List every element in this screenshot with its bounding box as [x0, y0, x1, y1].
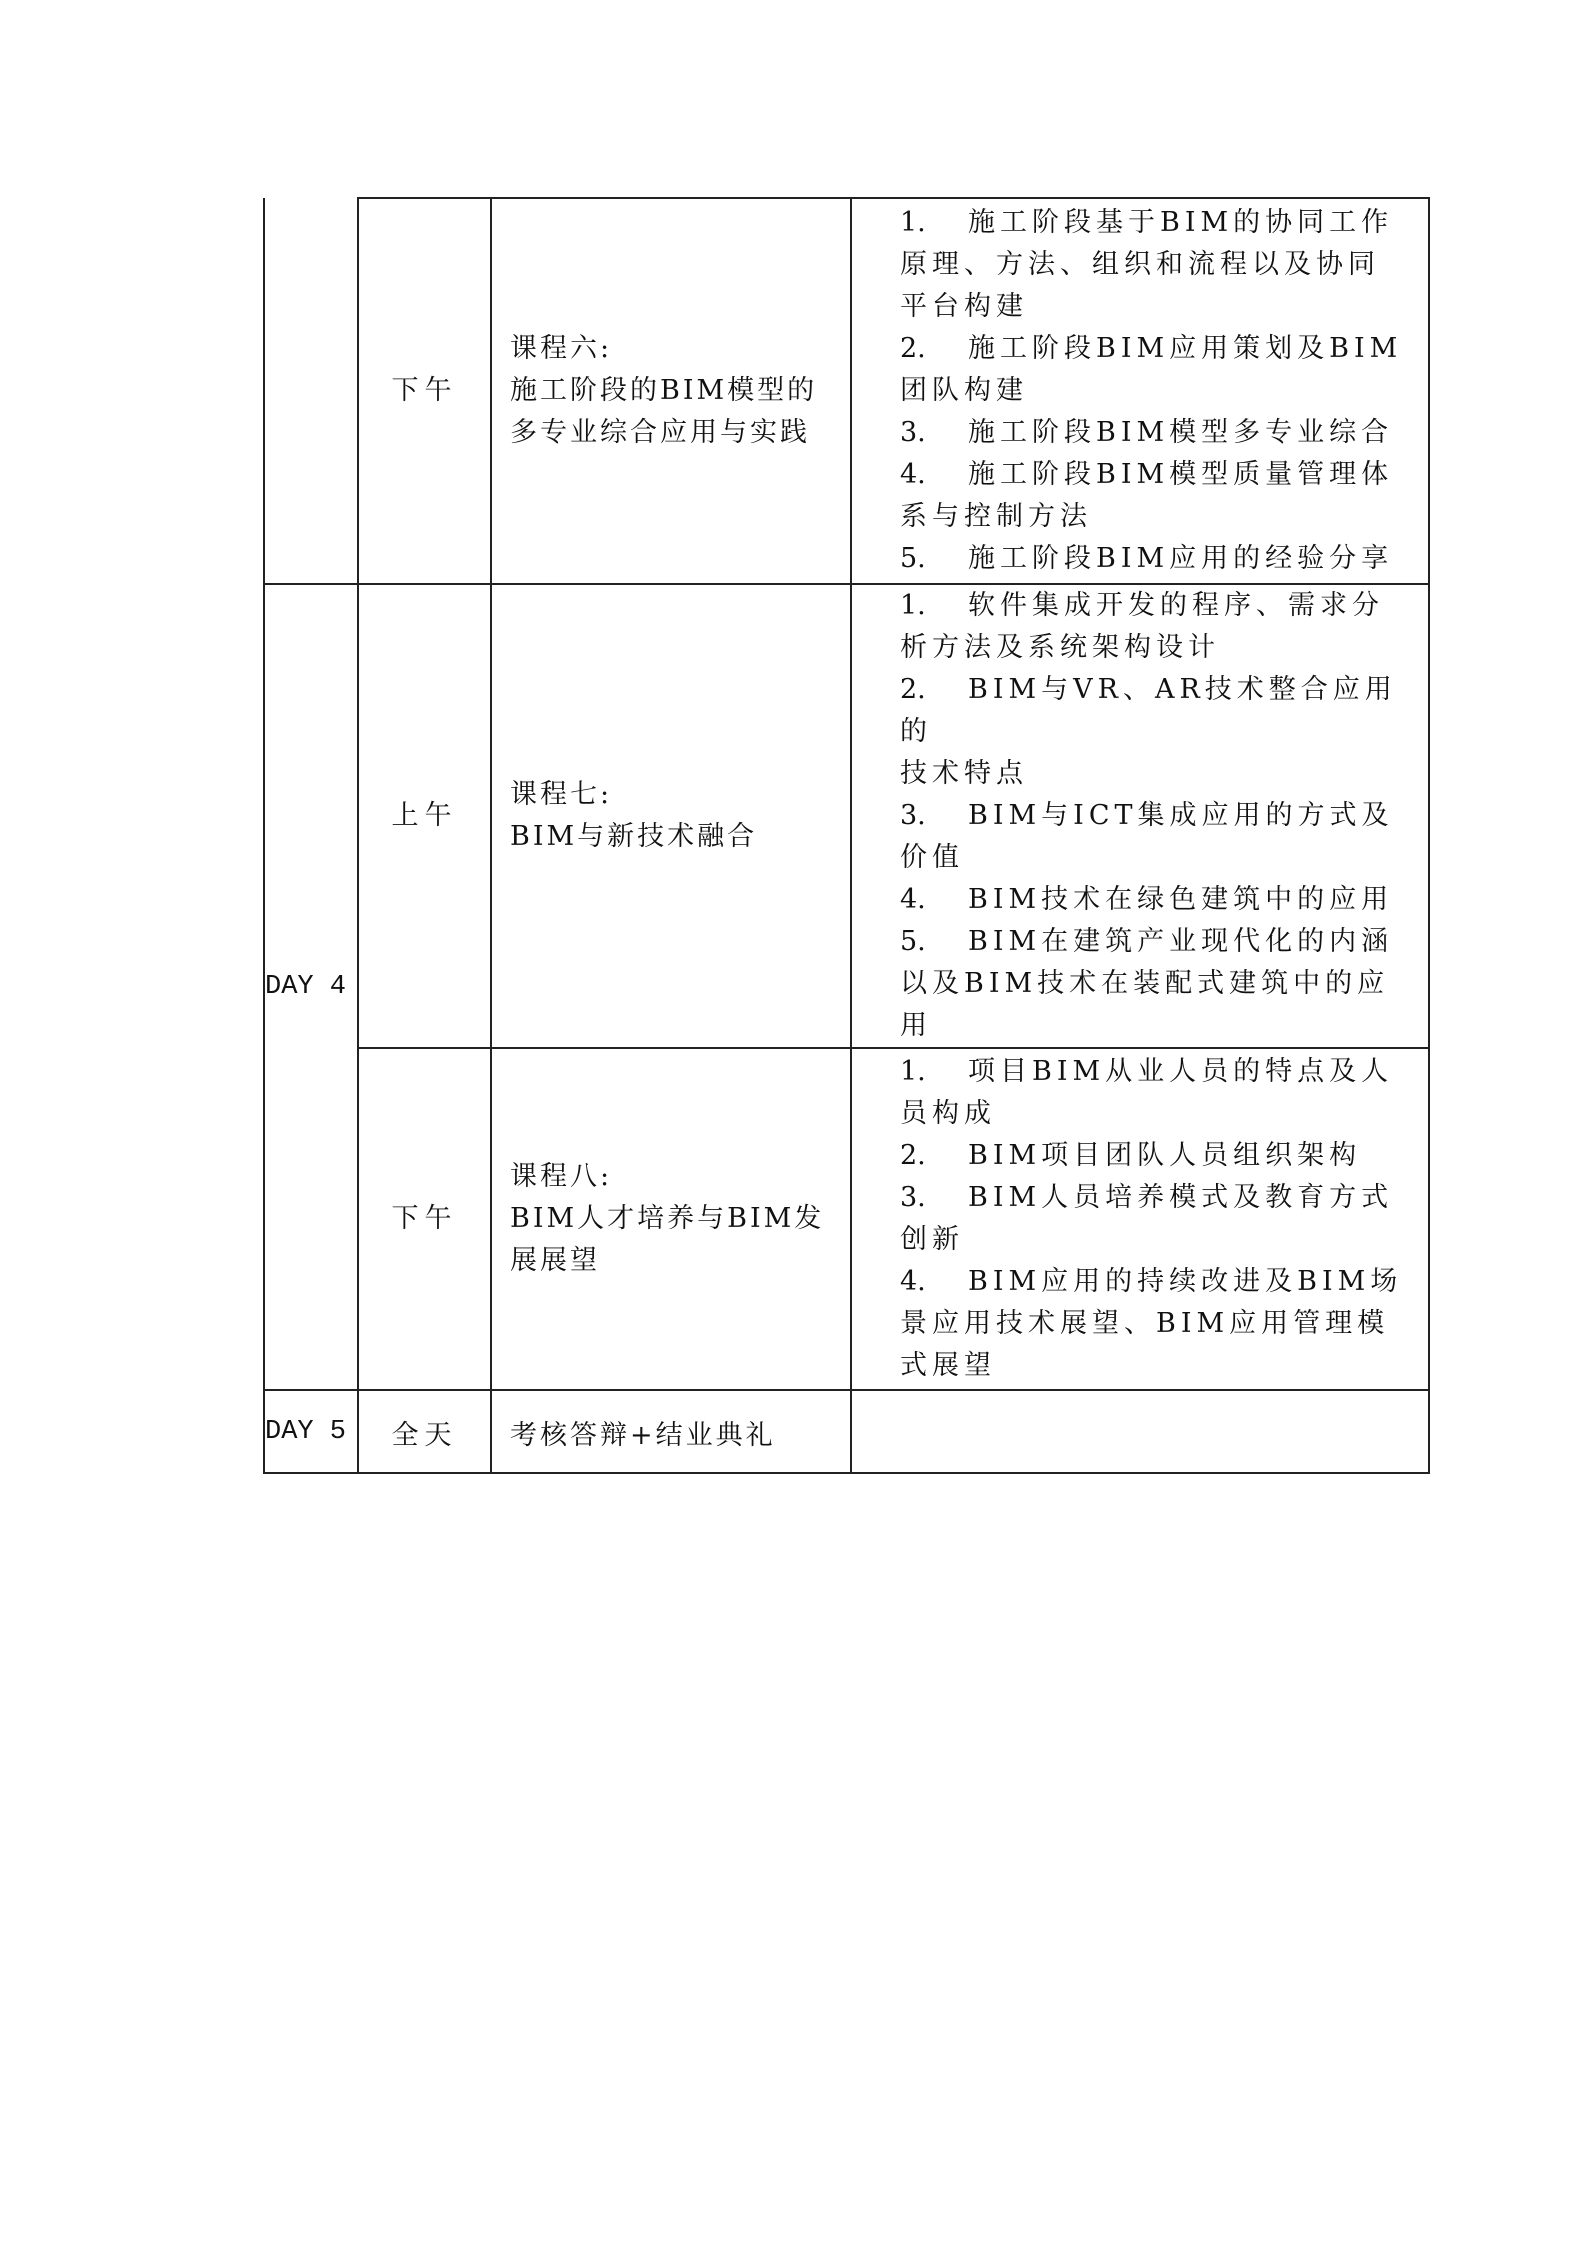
- day-cell: [264, 584, 358, 1390]
- time-cell: [358, 1390, 491, 1473]
- content-cell: [851, 198, 1429, 584]
- content-cell: [851, 584, 1429, 1048]
- schedule-row-day3-afternoon: [264, 198, 1429, 584]
- content-item: [900, 202, 1424, 244]
- content-item: [900, 921, 1424, 963]
- item-text: BIM与VR、AR技术整合应用的: [900, 674, 1397, 747]
- item-text: BIM项目团队人员组织架构: [968, 1140, 1362, 1171]
- content-item-continuation: [900, 1219, 1424, 1261]
- time-label: 下午: [391, 375, 458, 406]
- content-item-continuation: [900, 627, 1424, 669]
- item-number: 4.: [900, 1266, 926, 1297]
- item-text: 析方法及系统架构设计: [900, 632, 1220, 663]
- item-text: BIM与ICT集成应用的方式及: [968, 800, 1394, 831]
- content-item-continuation: [900, 1005, 1424, 1047]
- content-item: [900, 669, 1424, 753]
- course-cell: [491, 198, 851, 584]
- content-cell-empty: [851, 1390, 1429, 1473]
- content-item: [900, 795, 1424, 837]
- time-cell: [358, 198, 491, 584]
- training-schedule-table: [263, 197, 1430, 1474]
- course-name-line: 展展望: [510, 1245, 600, 1276]
- day-cell: [264, 198, 358, 584]
- item-text: 用: [900, 1010, 932, 1041]
- content-item: [900, 454, 1424, 496]
- course-title: 课程七:: [510, 779, 613, 810]
- content-item-continuation: [900, 963, 1424, 1005]
- item-text: 平台构建: [900, 291, 1028, 322]
- item-text: 价值: [900, 842, 964, 873]
- content-item-continuation: [900, 753, 1424, 795]
- course-name-line: 施工阶段的BIM模型的: [510, 375, 818, 406]
- content-item: [900, 1177, 1424, 1219]
- content-item: [900, 1051, 1424, 1093]
- course-name-line: 多专业综合应用与实践: [510, 417, 810, 448]
- item-text: 项目BIM从业人员的特点及人: [968, 1056, 1394, 1087]
- time-cell: [358, 584, 491, 1048]
- item-number: 2.: [900, 333, 926, 364]
- course-cell: [491, 1390, 851, 1473]
- content-item: [900, 1261, 1424, 1303]
- item-text: 施工阶段基于BIM的协同工作: [968, 207, 1394, 238]
- day-label: DAY 4: [265, 972, 347, 1002]
- item-text: 施工阶段BIM模型多专业综合: [968, 417, 1394, 448]
- time-label: 下午: [391, 1203, 458, 1234]
- item-text: BIM技术在绿色建筑中的应用: [968, 884, 1394, 915]
- item-number: 3.: [900, 1182, 926, 1213]
- item-text: 式展望: [900, 1350, 996, 1381]
- item-text: 技术特点: [900, 758, 1028, 789]
- item-number: 1.: [900, 590, 926, 621]
- item-number: 4.: [900, 459, 926, 490]
- item-number: 4.: [900, 884, 926, 915]
- item-number: 1.: [900, 1056, 926, 1087]
- item-text: BIM在建筑产业现代化的内涵: [968, 926, 1394, 957]
- content-item-continuation: [900, 1303, 1424, 1345]
- content-list: [852, 585, 1424, 1047]
- content-item-continuation: [900, 1093, 1424, 1135]
- content-item: [900, 538, 1424, 580]
- day-cell: [264, 1390, 358, 1473]
- content-list: [852, 202, 1424, 580]
- item-text: 员构成: [900, 1098, 996, 1129]
- content-item-continuation: [900, 837, 1424, 879]
- content-item: [900, 328, 1424, 370]
- time-cell: [358, 1048, 491, 1390]
- content-item: [900, 879, 1424, 921]
- item-text: 原理、方法、组织和流程以及协同: [900, 249, 1380, 280]
- content-list: [852, 1051, 1424, 1387]
- time-label: 上午: [391, 800, 458, 831]
- course-title: 课程六:: [510, 333, 613, 364]
- content-item: [900, 1135, 1424, 1177]
- content-item-continuation: [900, 496, 1424, 538]
- item-text: 以及BIM技术在装配式建筑中的应: [900, 968, 1390, 999]
- course-title: 课程八:: [510, 1161, 613, 1192]
- item-number: 5.: [900, 926, 926, 957]
- content-item-continuation: [900, 286, 1424, 328]
- content-item: [900, 412, 1424, 454]
- schedule-row-day4-morning: [264, 584, 1429, 1048]
- item-number: 3.: [900, 417, 926, 448]
- course-cell: [491, 584, 851, 1048]
- day-label: DAY 5: [265, 1417, 347, 1447]
- content-cell: [851, 1048, 1429, 1390]
- course-name-line: 考核答辩+结业典礼: [510, 1419, 776, 1451]
- item-number: 5.: [900, 543, 926, 574]
- schedule-row-day4-afternoon: [264, 1048, 1429, 1390]
- item-text: 施工阶段BIM模型质量管理体: [968, 459, 1394, 490]
- content-item: [900, 585, 1424, 627]
- item-text: 施工阶段BIM应用策划及BIM: [968, 333, 1403, 364]
- item-number: 1.: [900, 207, 926, 238]
- item-number: 3.: [900, 800, 926, 831]
- item-text: BIM人员培养模式及教育方式: [968, 1182, 1394, 1213]
- item-text: 软件集成开发的程序、需求分: [968, 590, 1384, 621]
- course-name-line: BIM与新技术融合: [510, 821, 758, 852]
- time-label: 全天: [391, 1419, 458, 1451]
- item-text: 施工阶段BIM应用的经验分享: [968, 543, 1394, 574]
- item-number: 2.: [900, 1140, 926, 1171]
- item-text: 系与控制方法: [900, 501, 1092, 532]
- content-item-continuation: [900, 1345, 1424, 1387]
- item-text: 景应用技术展望、BIM应用管理模: [900, 1308, 1390, 1339]
- course-name-line: BIM人才培养与BIM发: [510, 1203, 825, 1234]
- item-text: 团队构建: [900, 375, 1028, 406]
- item-text: BIM应用的持续改进及BIM场: [968, 1266, 1403, 1297]
- item-text: 创新: [900, 1224, 964, 1255]
- item-number: 2.: [900, 674, 926, 705]
- content-item-continuation: [900, 370, 1424, 412]
- schedule-row-day5: [264, 1390, 1429, 1473]
- content-item-continuation: [900, 244, 1424, 286]
- course-cell: [491, 1048, 851, 1390]
